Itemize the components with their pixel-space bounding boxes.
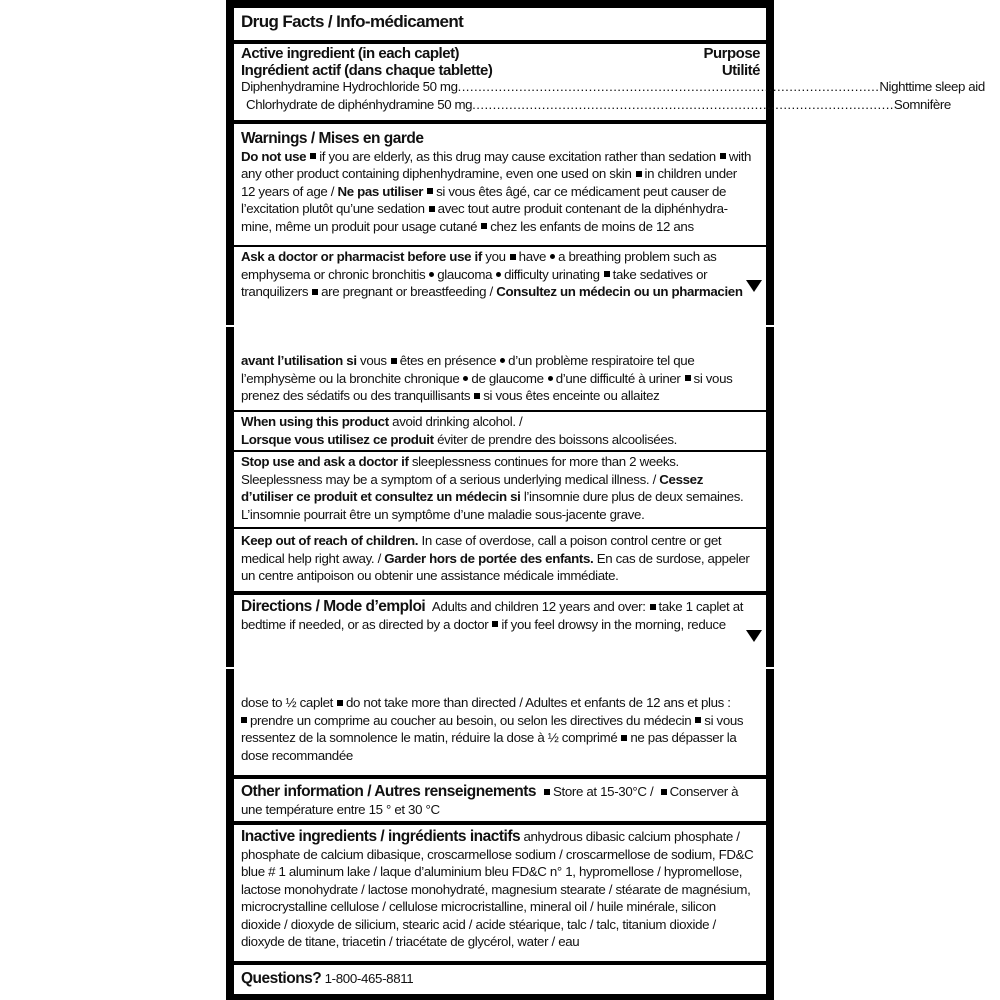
subsection-rule xyxy=(234,245,766,247)
square-bullet-icon xyxy=(312,289,318,295)
questions-line: Questions? 1-800-465-8811 xyxy=(241,970,414,987)
warnings-section xyxy=(241,130,760,235)
keep-out-line-2: medical help right away. / Garder hors de portée des enfants. En cas de surdose, appeler xyxy=(241,550,750,566)
square-bullet-icon xyxy=(695,717,701,723)
inactive-line-5: microcrystalline cellulose / cellulose microcristalline, mineral oil / huile minérale, silicon xyxy=(241,899,716,914)
subsection-rule xyxy=(234,450,766,452)
inactive-line-7: dioxyde de titane, triacetin / triacétate de glycérol, water / eau xyxy=(241,934,580,949)
inactive-section xyxy=(241,828,760,951)
subsection-rule xyxy=(234,527,766,529)
ask-doctor-cont-line-1: avant l’utilisation si vous êtes en présence d’un problème respiratoire tel que xyxy=(241,353,695,368)
square-bullet-icon xyxy=(481,223,487,229)
square-bullet-icon xyxy=(685,375,691,381)
square-bullet-icon xyxy=(621,735,627,741)
inactive-line-6: dioxide / dioxyde de silicium, stearic acid / acide stéarique, talc / talc, titanium dioxide / xyxy=(241,916,716,932)
section-rule xyxy=(234,120,766,124)
stop-use-line-2: Sleeplessness may be a symptom of a serious underlying medical illness. / Cessez xyxy=(241,471,704,487)
inactive-line-4: lactose monohydrate / lactose monohydraté, magnesium stearate / stéarate de magnésium, xyxy=(241,881,751,897)
active-ingredient-section xyxy=(241,45,985,113)
other-info-line-2: une température entre 15 ° et 30 °C xyxy=(241,801,440,817)
directions-line-2: bedtime if needed, or as directed by a doctor if you feel drowsy in the morning, reduce xyxy=(241,616,726,632)
ask-doctor-cont-section xyxy=(241,352,760,405)
square-bullet-icon xyxy=(636,171,642,177)
keep-out-section xyxy=(241,532,760,585)
purpose-heading-en: Purpose xyxy=(703,45,760,62)
warnings-heading: Warnings / Mises en garde xyxy=(241,130,424,147)
square-bullet-icon xyxy=(650,604,656,610)
square-bullet-icon xyxy=(604,271,610,277)
stop-use-section xyxy=(241,453,760,523)
use-fr: Somnifère xyxy=(893,96,951,112)
square-bullet-icon xyxy=(661,789,667,795)
stop-use-line-3: d’utiliser ce produit et consultez un médecin si l’insomnie dure plus de deux semaines. xyxy=(241,489,744,504)
square-bullet-icon xyxy=(720,153,726,159)
square-bullet-icon xyxy=(391,358,397,364)
do-not-use-line-4: l’excitation plutôt qu’une sedation avec tout autre produit contenant de la diphénhydra- xyxy=(241,201,728,216)
round-bullet-icon xyxy=(550,254,555,259)
section-rule xyxy=(234,821,766,825)
inactive-line-3: blue # 1 aluminum lake / laque d’aluminium bleu FD&C n° 1, hypromellose / hypromellose, xyxy=(241,864,743,879)
purpose-heading-fr: Utilité xyxy=(721,61,760,79)
directions-cont-line-2: prendre un comprime au coucher au besoin, ou selon les directives du médecin si vous xyxy=(241,712,760,730)
section-rule xyxy=(234,775,766,779)
round-bullet-icon xyxy=(429,272,434,277)
ask-doctor-cont-line-2: l’emphysème ou la bronchite chronique de glaucome d’une difficulté à uriner si vous xyxy=(241,370,733,386)
continue-arrow-icon xyxy=(746,630,762,642)
stop-use-line-1: Stop use and ask a doctor if sleeplessness continues for more than 2 weeks. xyxy=(241,454,679,469)
directions-cont-section xyxy=(241,694,760,764)
square-bullet-icon xyxy=(337,700,343,706)
title-rule xyxy=(234,40,766,44)
square-bullet-icon xyxy=(544,789,550,795)
stop-use-line-4: L’insomnie pourrait être un symptôme d’une maladie sous-jacente grave. xyxy=(241,506,645,522)
round-bullet-icon xyxy=(548,376,553,381)
other-info-line-1: Other information / Autres renseignements Store at 15-30°C / Conserver à xyxy=(241,783,739,800)
section-rule xyxy=(234,961,766,965)
panel-top xyxy=(226,0,985,325)
round-bullet-icon xyxy=(500,358,505,363)
questions-section xyxy=(241,970,760,988)
square-bullet-icon xyxy=(241,717,247,723)
square-bullet-icon xyxy=(429,206,435,212)
directions-line-1: Directions / Mode d’emploi Adults and children 12 years and over: take 1 caplet at xyxy=(241,598,744,615)
square-bullet-icon xyxy=(510,254,516,260)
keep-out-line-1: Keep out of reach of children. In case of overdose, call a poison control centre or get xyxy=(241,533,722,548)
active-heading-fr: Ingrédient actif (dans chaque tablette) xyxy=(241,61,493,79)
directions-cont-line-1: dose to ½ caplet do not take more than directed / Adultes et enfants de 12 ans et plus : xyxy=(241,695,731,710)
square-bullet-icon xyxy=(474,393,480,399)
square-bullet-icon xyxy=(310,153,316,159)
other-info-section xyxy=(241,783,760,818)
active-heading-en: Active ingredient (in each caplet) xyxy=(241,45,460,62)
when-using-line-1: When using this product avoid drinking alcohol. / xyxy=(241,414,523,429)
do-not-use-line-5: mine, même un produit pour usage cutané chez les enfants de moins de 12 ans xyxy=(241,218,694,234)
inactive-line-2: phosphate de calcium dibasique, croscarmellose sodium / croscarmellose de sodium, FD&C xyxy=(241,846,754,862)
do-not-use-line-2: any other product containing diphenhydramine, even one used on skin in children under xyxy=(241,166,737,181)
square-bullet-icon xyxy=(427,188,433,194)
ask-doctor-section xyxy=(241,248,760,301)
leader-dots: ....................................................................................................... xyxy=(472,96,894,112)
continue-arrow-icon xyxy=(746,280,762,292)
ingredient-en: Diphenhydramine Hydrochloride 50 mg xyxy=(241,79,458,94)
directions-cont-line-4: dose recommandée xyxy=(241,747,353,763)
when-using-line-2: Lorsque vous utilisez ce produit éviter de prendre des boissons alcoolisées. xyxy=(241,431,678,447)
panel-bottom xyxy=(226,669,774,1000)
ask-doctor-line-2: emphysema or chronic bronchitis glaucoma difficulty urinating take sedatives or xyxy=(241,266,708,282)
square-bullet-icon xyxy=(492,621,498,627)
directions-cont-line-3: ressentez de la somnolence le matin, réduire la dose à ½ comprimé ne pas dépasser la xyxy=(241,730,737,745)
ask-doctor-line-1: Ask a doctor or pharmacist before use if you have a breathing problem such as xyxy=(241,249,717,264)
ask-doctor-cont-line-3: prenez des sédatifs ou des tranquillisants si vous êtes enceinte ou allaitez xyxy=(241,388,660,403)
keep-out-line-3: un centre antipoison ou obtenir une assistance médicale immédiate. xyxy=(241,568,619,583)
subsection-rule xyxy=(234,410,766,412)
do-not-use-line-3: 12 years of age / Ne pas utiliser si vous êtes âgé, car ce médicament peut causer de xyxy=(241,183,727,199)
directions-section xyxy=(241,598,760,633)
ingredient-fr: Chlorhydrate de diphénhydramine 50 mg xyxy=(246,96,473,112)
when-using-section xyxy=(241,413,760,448)
drug-facts-title: Drug Facts / Info-médicament xyxy=(241,12,464,31)
panel-middle xyxy=(226,327,774,667)
round-bullet-icon xyxy=(463,376,468,381)
section-rule xyxy=(234,591,766,595)
round-bullet-icon xyxy=(496,272,501,277)
use-en: Nighttime sleep aid xyxy=(879,79,985,94)
ask-doctor-line-3: tranquilizers are pregnant or breastfeeding / Consultez un médecin ou un pharmacien xyxy=(241,284,743,299)
leader-dots: ....................................................................................................... xyxy=(457,79,880,94)
do-not-use-line-1: Do not use if you are elderly, as this drug may cause excitation rather than sedation with xyxy=(241,148,752,164)
inactive-line-1: Inactive ingredients / ingrédients inactifs anhydrous dibasic calcium phosphate / xyxy=(241,828,740,845)
